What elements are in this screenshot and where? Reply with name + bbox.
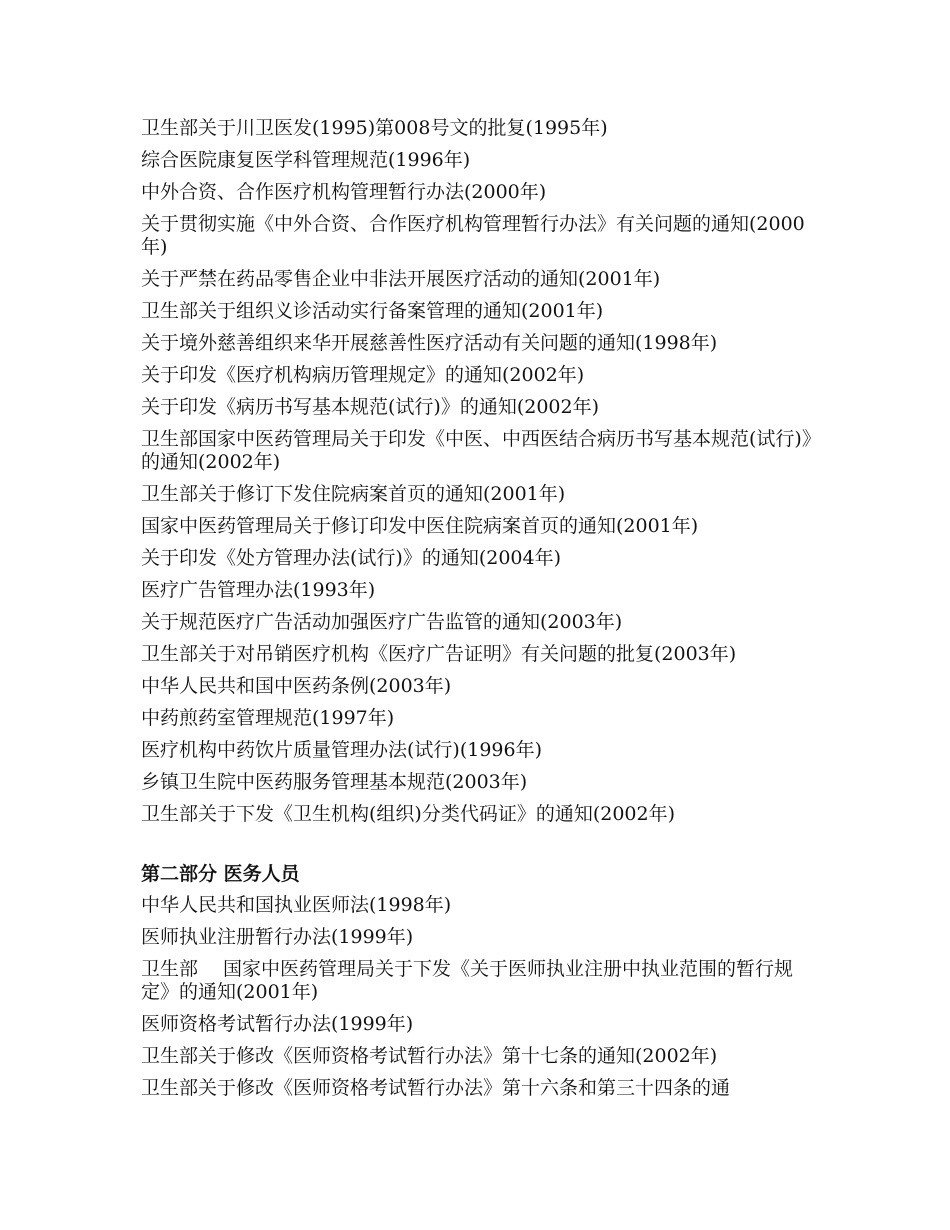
list-item: 医疗广告管理办法(1993年) [141, 579, 376, 601]
list-item: 关于印发《病历书写基本规范(试行)》的通知(2002年) [141, 396, 600, 418]
list-item: 中药煎药室管理规范(1997年) [141, 707, 395, 729]
list-item: 卫生部 国家中医药管理局关于下发《关于医师执业注册中执业范围的暂行规定》的通知(2001年) [141, 958, 794, 1003]
part2-list [141, 894, 816, 1100]
list-item: 中华人民共和国执业医师法(1998年) [141, 894, 452, 916]
list-item: 卫生部关于下发《卫生机构(组织)分类代码证》的通知(2002年) [141, 803, 676, 825]
list-item: 关于贯彻实施《中外合资、合作医疗机构管理暂行办法》有关问题的通知(2000年) [141, 213, 805, 258]
list-item: 国家中医药管理局关于修订印发中医住院病案首页的通知(2001年) [141, 515, 699, 537]
list-item: 关于规范医疗广告活动加强医疗广告监管的通知(2003年) [141, 611, 623, 633]
list-item: 乡镇卫生院中医药服务管理基本规范(2003年) [141, 771, 528, 793]
list-item: 卫生部关于川卫医发(1995)第008号文的批复(1995年) [141, 117, 608, 139]
list-item: 卫生部关于组织义诊活动实行备案管理的通知(2001年) [141, 300, 604, 322]
list-item: 卫生部关于修改《医师资格考试暂行办法》第十七条的通知(2002年) [141, 1045, 718, 1067]
list-item: 关于严禁在药品零售企业中非法开展医疗活动的通知(2001年) [141, 268, 661, 290]
list-item: 卫生部国家中医药管理局关于印发《中医、中西医结合病历书写基本规范(试行)》的通知(2002年) [141, 428, 812, 473]
list-item: 中外合资、合作医疗机构管理暂行办法(2000年) [141, 181, 547, 203]
list-item: 卫生部关于对吊销医疗机构《医疗广告证明》有关问题的批复(2003年) [141, 643, 737, 665]
list-item: 医师资格考试暂行办法(1999年) [141, 1013, 414, 1035]
list-item: 医师执业注册暂行办法(1999年) [141, 926, 414, 948]
list-item: 关于印发《医疗机构病历管理规定》的通知(2002年) [141, 364, 585, 386]
list-item: 关于境外慈善组织来华开展慈善性医疗活动有关问题的通知(1998年) [141, 332, 718, 354]
list-item: 卫生部关于修订下发住院病案首页的通知(2001年) [141, 483, 566, 505]
section-title: 第二部分 医务人员 [141, 863, 300, 885]
list-item: 医疗机构中药饮片质量管理办法(试行)(1996年) [141, 739, 543, 761]
part1-list [141, 117, 816, 826]
list-item: 关于印发《处方管理办法(试行)》的通知(2004年) [141, 547, 562, 569]
list-item: 卫生部关于修改《医师资格考试暂行办法》第十六条和第三十四条的通 [141, 1077, 731, 1099]
list-item: 综合医院康复医学科管理规范(1996年) [141, 149, 471, 171]
document-content [141, 117, 816, 1109]
list-item: 中华人民共和国中医药条例(2003年) [141, 675, 452, 697]
